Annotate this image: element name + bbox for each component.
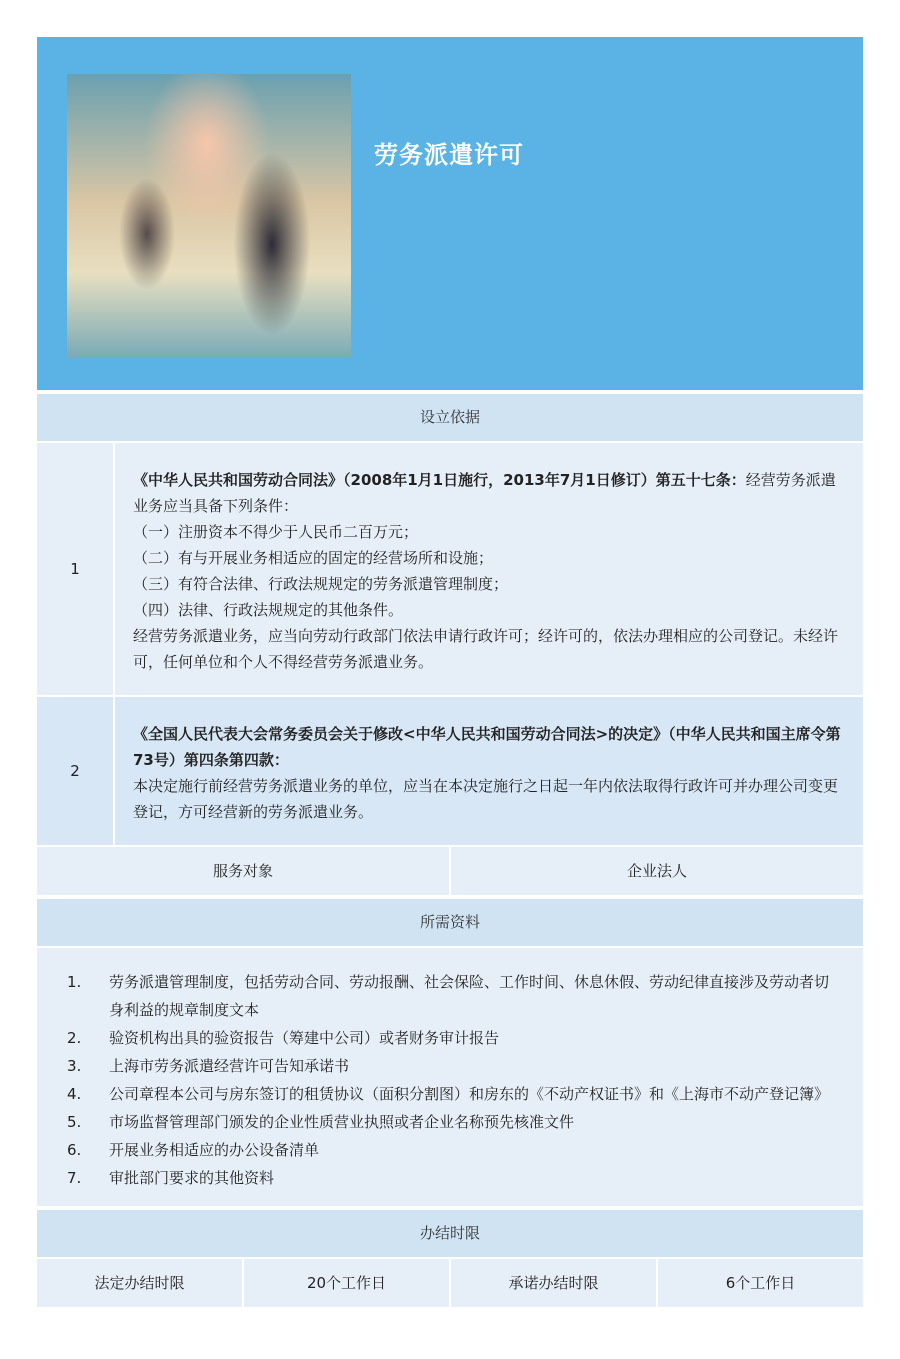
- page-title: 劳务派遣许可: [374, 141, 524, 169]
- basis-lead: 经营劳务派遣业务应当具备下列条件：: [133, 471, 836, 515]
- materials-list: [37, 946, 863, 1206]
- deadline-heading: 办结时限: [37, 1206, 863, 1257]
- list-item-text: 上海市劳务派遣经营许可告知承诺书: [109, 1057, 350, 1075]
- basis-row-number: 2: [37, 697, 115, 845]
- header-photo: [67, 74, 351, 358]
- service-object-value: 企业法人: [449, 847, 863, 895]
- list-item: [67, 1052, 833, 1080]
- list-item: [67, 968, 833, 1024]
- basis-line: （三）有符合法律、行政法规规定的劳务派遣管理制度；: [133, 575, 509, 593]
- basis-line: （一）注册资本不得少于人民币二百万元；: [133, 523, 419, 541]
- list-item-number: 3.: [67, 1057, 82, 1075]
- list-item-text: 劳务派遣管理制度，包括劳动合同、劳动报酬、社会保险、工作时间、休息休假、劳动纪律直接涉及劳动者切身利益的规章制度文本: [109, 973, 830, 1019]
- basis-row-text: [115, 697, 863, 845]
- list-item-text: 开展业务相适应的办公设备清单: [109, 1141, 320, 1159]
- list-item-text: 审批部门要求的其他资料: [109, 1169, 275, 1187]
- legal-deadline-value: 20个工作日: [242, 1259, 449, 1307]
- basis-line: （二）有与开展业务相适应的固定的经营场所和设施；: [133, 549, 494, 567]
- list-item: [67, 1024, 833, 1052]
- list-item-number: 5.: [67, 1113, 82, 1131]
- list-item-number: 7.: [67, 1169, 82, 1187]
- list-item: [67, 1164, 833, 1192]
- service-card: [37, 37, 863, 1307]
- basis-line: 本决定施行前经营劳务派遣业务的单位，应当在本决定施行之日起一年内依法取得行政许可并办理公司变更登记，方可经营新的劳务派遣业务。: [133, 777, 839, 821]
- list-item-text: 公司章程本公司与房东签订的租赁协议（面积分割图）和房东的《不动产权证书》和《上海市不动产登记簿》: [109, 1085, 830, 1103]
- list-item-text: 市场监督管理部门颁发的企业性质营业执照或者企业名称预先核准文件: [109, 1113, 575, 1131]
- service-object-label: 服务对象: [212, 862, 273, 880]
- basis-row: [37, 441, 863, 695]
- promise-deadline-value: 6个工作日: [656, 1259, 863, 1307]
- basis-law-title: 《中华人民共和国劳动合同法》（2008年1月1日施行，2013年7月1日修订）第五十七条：: [133, 471, 746, 489]
- basis-heading: 设立依据: [37, 390, 863, 441]
- basis-row: [37, 695, 863, 845]
- header-banner: [37, 37, 863, 390]
- list-item-number: 6.: [67, 1141, 82, 1159]
- service-object-row: [37, 845, 863, 895]
- legal-deadline-label: 法定办结时限: [94, 1274, 185, 1292]
- list-item-number: 4.: [67, 1085, 82, 1103]
- list-item: [67, 1108, 833, 1136]
- promise-deadline-label: 承诺办结时限: [449, 1259, 656, 1307]
- list-item: [67, 1136, 833, 1164]
- list-item: [67, 1080, 833, 1108]
- basis-line: 经营劳务派遣业务，应当向劳动行政部门依法申请行政许可；经许可的，依法办理相应的公司登记。未经许可，任何单位和个人不得经营劳务派遣业务。: [133, 627, 839, 671]
- basis-line: （四）法律、行政法规规定的其他条件。: [133, 601, 404, 619]
- list-item-number: 1.: [67, 973, 82, 991]
- list-item-text: 验资机构出具的验资报告（筹建中公司）或者财务审计报告: [109, 1029, 500, 1047]
- basis-row-text: [115, 443, 863, 695]
- list-item-number: 2.: [67, 1029, 82, 1047]
- deadline-row: [37, 1257, 863, 1307]
- basis-law-title: 《全国人民代表大会常务委员会关于修改<中华人民共和国劳动合同法>的决定》（中华人民共和国主席令第73号）第四条第四款：: [133, 725, 841, 769]
- basis-row-number: 1: [37, 443, 115, 695]
- materials-heading: 所需资料: [37, 895, 863, 946]
